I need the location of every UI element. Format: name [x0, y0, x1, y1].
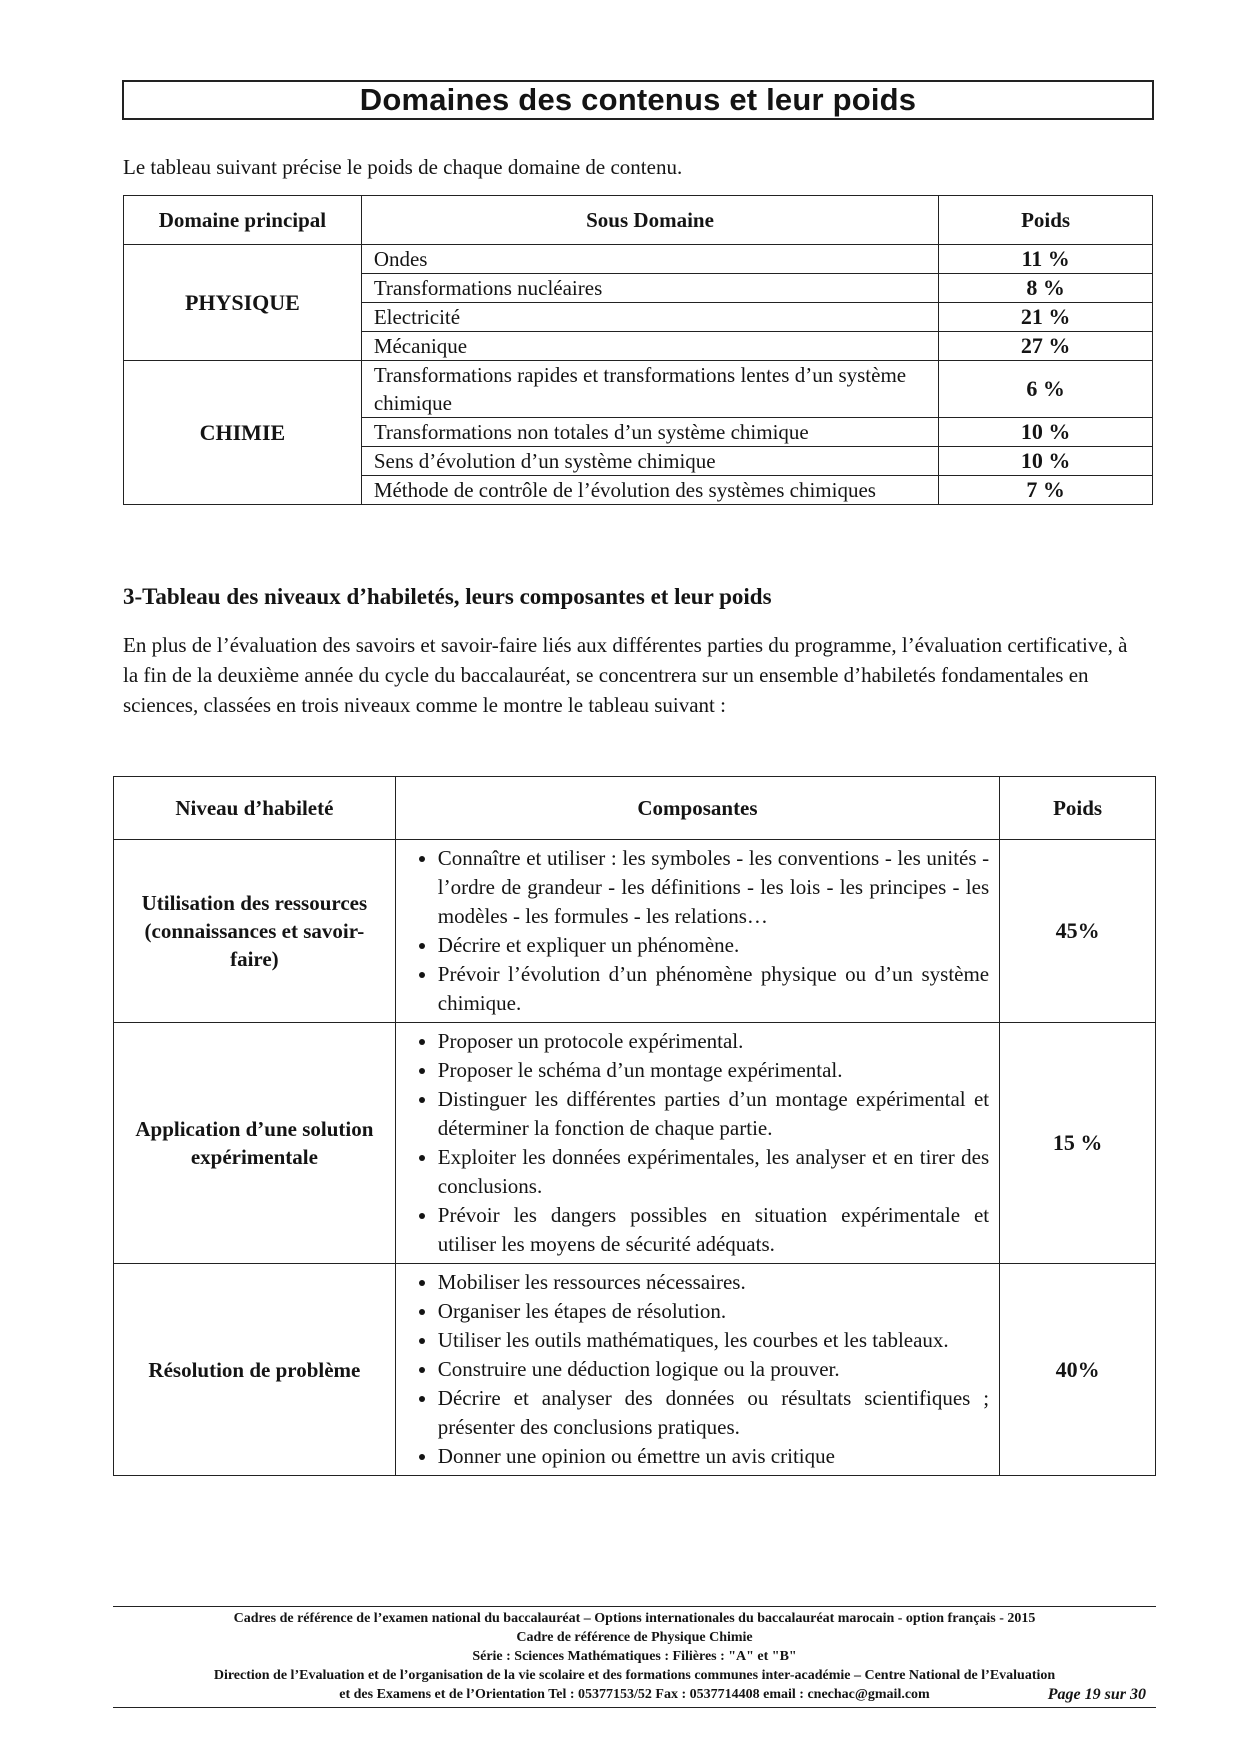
- page-footer: [113, 1606, 1156, 1708]
- list-item: • Exploiter les données expérimentales, les analyser et en tirer des conclusions.: [438, 1143, 989, 1201]
- level-cell: Utilisation des ressources (connaissances et savoir-faire): [114, 840, 396, 1023]
- table-row: [114, 1023, 1156, 1264]
- subdomain-cell: Transformations nucléaires: [361, 274, 938, 303]
- list-item: • Donner une opinion ou émettre un avis critique: [438, 1442, 989, 1471]
- domains-table-header: [124, 196, 1153, 245]
- intro-text: Le tableau suivant précise le poids de chaque domaine de contenu.: [123, 155, 683, 179]
- components-list: [404, 1027, 989, 1259]
- weight-cell: 10 %: [939, 447, 1153, 476]
- title-box: [122, 80, 1154, 120]
- footer-line: Cadres de référence de l’examen national du baccalauréat – Options internationales du baccalauréat marocain - option français - 2015: [233, 1611, 1036, 1626]
- page-number: Page 19 sur 30: [1047, 1686, 1146, 1703]
- skills-table-header: [114, 777, 1156, 840]
- domain-chimie: CHIMIE: [124, 361, 362, 505]
- list-item: • Utiliser les outils mathématiques, les courbes et les tableaux.: [438, 1326, 989, 1355]
- header-poids: Poids: [939, 196, 1153, 245]
- footer-line: Cadre de référence de Physique Chimie: [516, 1630, 753, 1645]
- weight-cell: 45%: [1000, 840, 1156, 1023]
- list-item: • Proposer un protocole expérimental.: [438, 1027, 989, 1056]
- list-item: • Connaître et utiliser : les symboles - les conventions - les unités - l’ordre de grandeur - les définitions - les lois - les principes - les modèles - les formules - les relations…: [438, 844, 989, 931]
- header-sous-domaine: Sous Domaine: [361, 196, 938, 245]
- subdomain-cell: Sens d’évolution d’un système chimique: [361, 447, 938, 476]
- list-item: • Mobiliser les ressources nécessaires.: [438, 1268, 989, 1297]
- skills-table: [113, 776, 1156, 1476]
- components-cell: [395, 1264, 999, 1476]
- page-title: Domaines des contenus et leur poids: [359, 82, 917, 117]
- subdomain-cell: Ondes: [361, 245, 938, 274]
- weight-cell: 10 %: [939, 418, 1153, 447]
- level-cell: Application d’une solution expérimentale: [114, 1023, 396, 1264]
- list-item: • Prévoir les dangers possibles en situation expérimentale et utiliser les moyens de sécurité adéquats.: [438, 1201, 989, 1259]
- weight-cell: 40%: [1000, 1264, 1156, 1476]
- weight-cell: 15 %: [1000, 1023, 1156, 1264]
- components-list: [404, 1268, 989, 1471]
- domain-physique: PHYSIQUE: [124, 245, 362, 361]
- subdomain-cell: Transformations non totales d’un système chimique: [361, 418, 938, 447]
- level-cell: Résolution de problème: [114, 1264, 396, 1476]
- table-row: [124, 361, 1153, 418]
- weight-cell: 27 %: [939, 332, 1153, 361]
- subdomain-cell: Mécanique: [361, 332, 938, 361]
- weight-cell: 8 %: [939, 274, 1153, 303]
- list-item: • Construire une déduction logique ou la prouver.: [438, 1355, 989, 1384]
- footer-line: Série : Sciences Mathématiques : Filières : "A" et "B": [472, 1649, 797, 1664]
- footer-line: Direction de l’Evaluation et de l’organisation de la vie scolaire et des formations communes inter-académie – Centre National de l’Evaluation: [213, 1668, 1056, 1683]
- footer-line: et des Examens et de l’Orientation Tel : 05377153/52 Fax : 0537714408 email : cnechac@gmail.com: [339, 1687, 930, 1702]
- subdomain-cell: Electricité: [361, 303, 938, 332]
- components-cell: [395, 840, 999, 1023]
- list-item: • Organiser les étapes de résolution.: [438, 1297, 989, 1326]
- header-domaine-principal: Domaine principal: [124, 196, 362, 245]
- header-poids: Poids: [1000, 777, 1156, 840]
- list-item: • Prévoir l’évolution d’un phénomène physique ou d’un système chimique.: [438, 960, 989, 1018]
- list-item: • Distinguer les différentes parties d’un montage expérimental et déterminer la fonction de chaque partie.: [438, 1085, 989, 1143]
- weight-cell: 7 %: [939, 476, 1153, 505]
- section-heading: 3-Tableau des niveaux d’habiletés, leurs composantes et leur poids: [123, 584, 772, 609]
- components-cell: [395, 1023, 999, 1264]
- subdomain-cell: Méthode de contrôle de l’évolution des systèmes chimiques: [361, 476, 938, 505]
- section-paragraph: En plus de l’évaluation des savoirs et savoir-faire liés aux différentes parties du programme, l’évaluation certificative, à la fin de la deuxième année du cycle du baccalauréat, se concentrera sur un ensemble d’habiletés fondamentales en sciences, classées en trois niveaux comme le montre le tableau suivant :: [123, 633, 1128, 717]
- weight-cell: 21 %: [939, 303, 1153, 332]
- header-composantes: Composantes: [395, 777, 999, 840]
- table-row: [114, 840, 1156, 1023]
- list-item: • Décrire et expliquer un phénomène.: [438, 931, 989, 960]
- table-row: [114, 1264, 1156, 1476]
- header-niveau: Niveau d’habileté: [114, 777, 396, 840]
- subdomain-cell: Transformations rapides et transformations lentes d’un système chimique: [361, 361, 938, 418]
- weight-cell: 11 %: [939, 245, 1153, 274]
- list-item: • Décrire et analyser des données ou résultats scientifiques ; présenter des conclusions pratiques.: [438, 1384, 989, 1442]
- weight-cell: 6 %: [939, 361, 1153, 418]
- list-item: • Proposer le schéma d’un montage expérimental.: [438, 1056, 989, 1085]
- components-list: [404, 844, 989, 1018]
- domains-table: [123, 195, 1153, 505]
- table-row: [124, 245, 1153, 274]
